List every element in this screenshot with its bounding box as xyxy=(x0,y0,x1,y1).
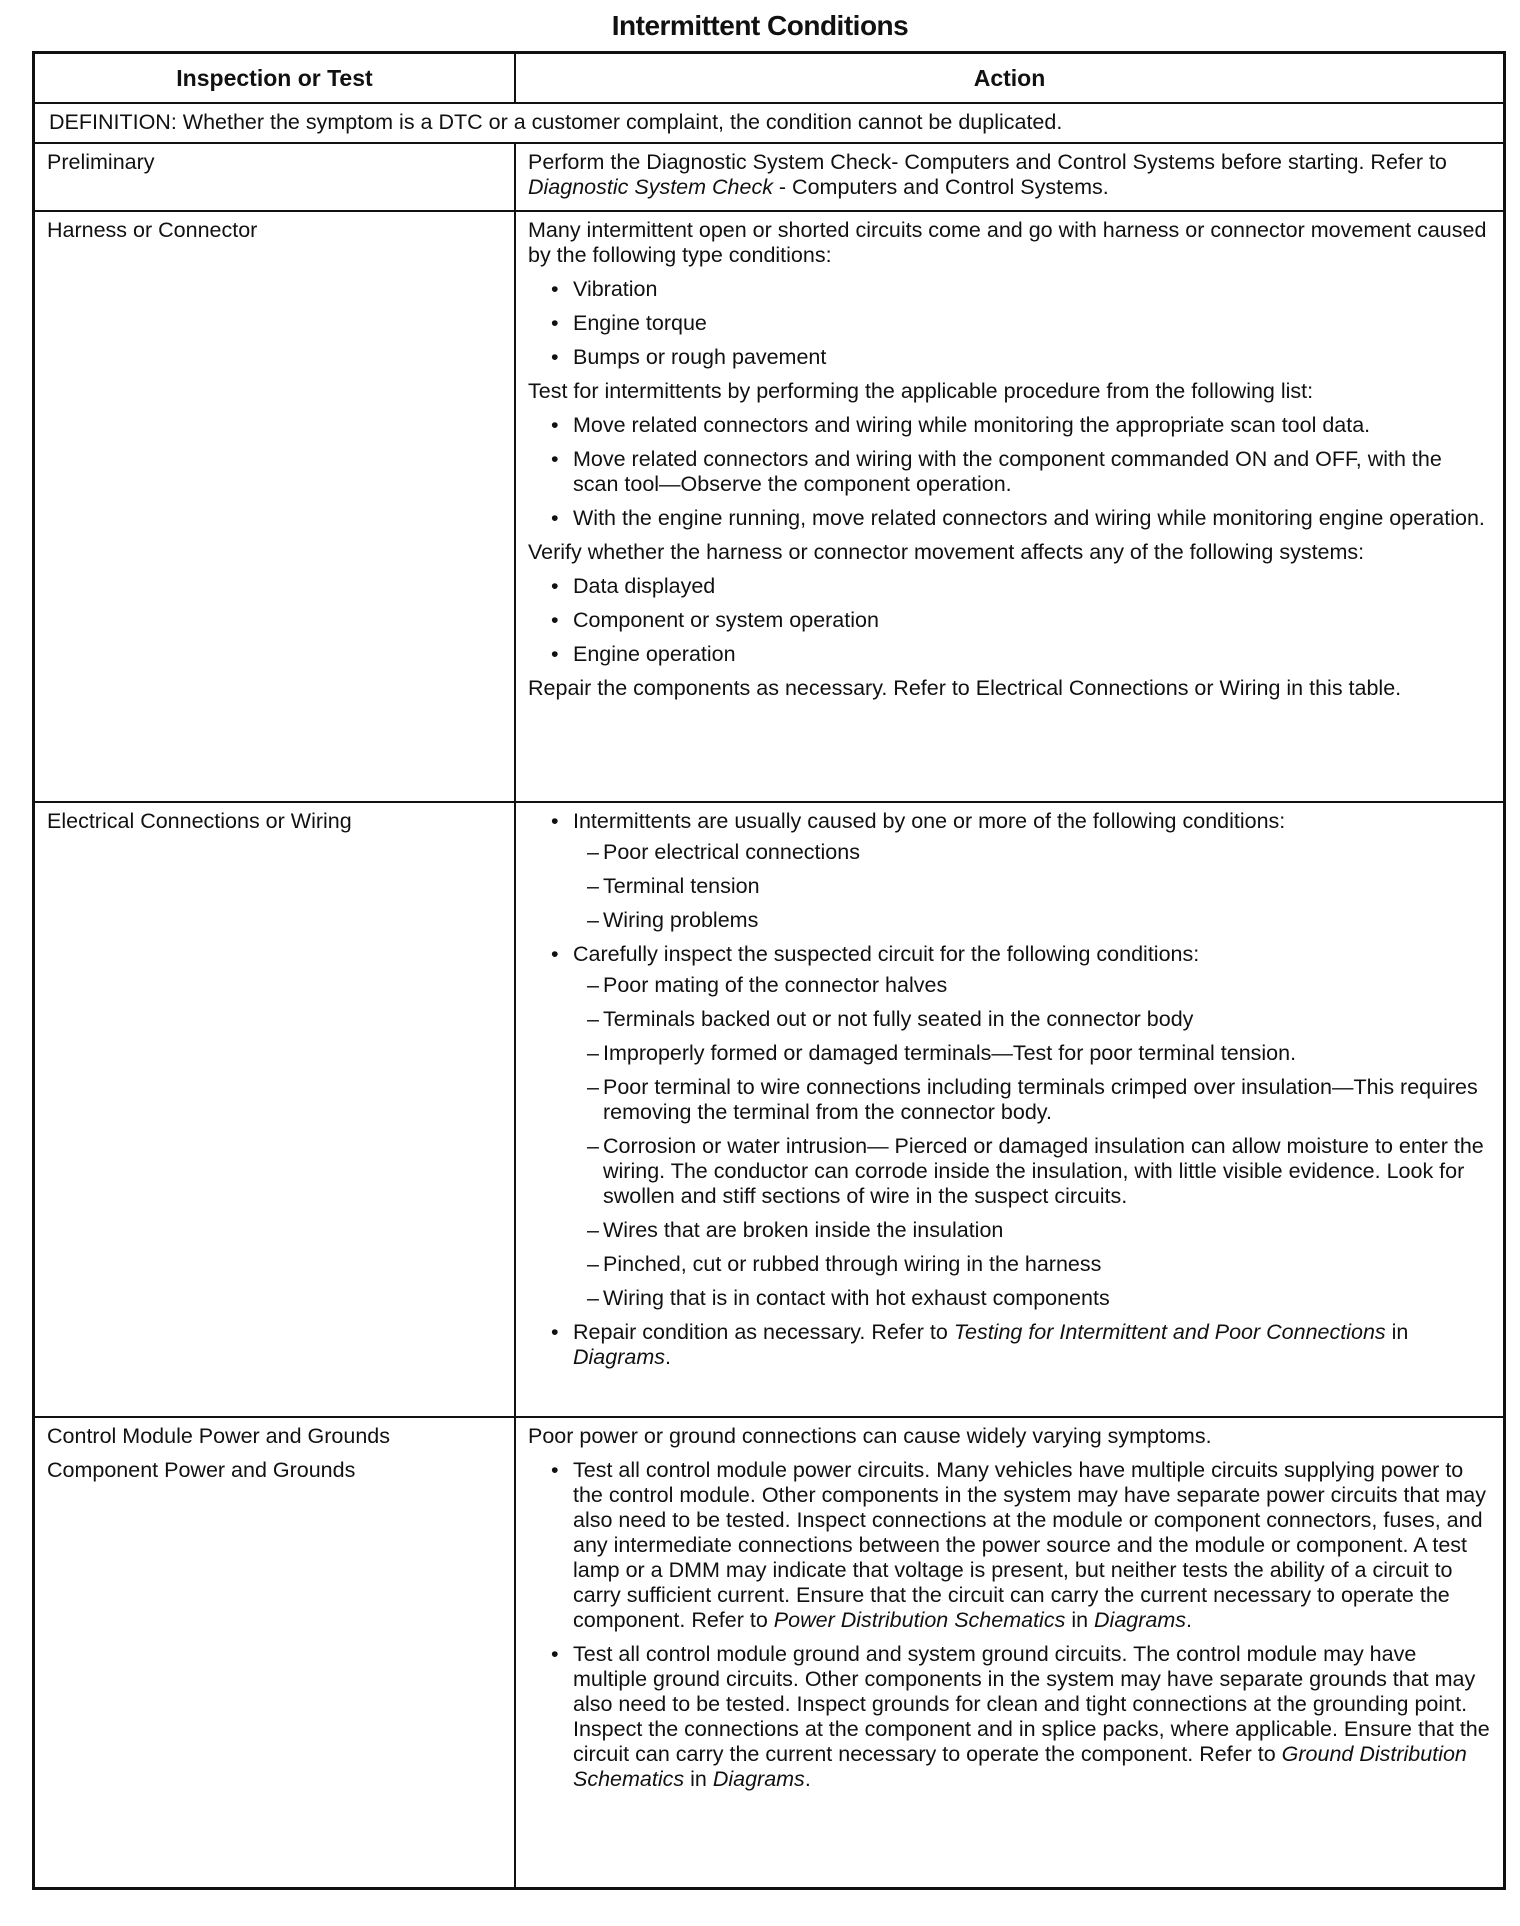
action-cell xyxy=(515,802,1505,1417)
table-row xyxy=(34,211,1505,802)
paragraph: Repair the components as necessary. Refer to Electrical Connections or Wiring in this table. xyxy=(528,676,1402,700)
paragraph: Many intermittent open or shorted circuits come and go with harness or connector movement caused by the following type conditions: xyxy=(528,218,1487,267)
list-item: • Data displayed xyxy=(573,574,1491,599)
reference: Testing for Intermittent and Poor Connections xyxy=(953,1320,1386,1344)
definition: DEFINITION: Whether the symptom is a DTC or a customer complaint, the condition cannot be duplicated. xyxy=(34,103,1505,143)
text: Repair condition as necessary. Refer to xyxy=(573,1320,954,1344)
dash-list xyxy=(573,973,1491,1311)
text: . xyxy=(1186,1608,1193,1632)
reference: Diagrams xyxy=(573,1345,665,1369)
inspection-label: Harness or Connector xyxy=(34,211,516,802)
dash-list xyxy=(573,840,1491,933)
paragraph: Poor power or ground connections can cause widely varying symptoms. xyxy=(528,1424,1212,1448)
list-item: – Poor mating of the connector halves xyxy=(603,973,1491,998)
list-item: • Engine operation xyxy=(573,642,1491,667)
text: Perform the Diagnostic System Check- Computers and Control Systems before starting. Refer to xyxy=(528,150,1447,174)
inspection-label xyxy=(34,1417,516,1889)
bullet-list xyxy=(528,277,1491,370)
label-line: Control Module Power and Grounds xyxy=(47,1424,390,1448)
list-item: • Engine torque xyxy=(573,311,1491,336)
inspection-label: Electrical Connections or Wiring xyxy=(34,802,516,1417)
inspection-label: Preliminary xyxy=(34,143,516,211)
reference: Ground Distribution Schematics xyxy=(573,1742,1467,1791)
bullet-list xyxy=(528,574,1491,667)
reference: Diagrams xyxy=(712,1767,805,1791)
text: in xyxy=(1385,1320,1409,1344)
list-item: • Vibration xyxy=(573,277,1491,302)
text: in xyxy=(684,1767,713,1791)
list-item: – Terminals backed out or not fully seated in the connector body xyxy=(603,1007,1491,1032)
text: . xyxy=(665,1345,671,1369)
list-item: • With the engine running, move related connectors and wiring while monitoring engine operation. xyxy=(573,506,1491,531)
bullet-list xyxy=(528,809,1491,1370)
text: - Computers and Control Systems. xyxy=(772,175,1109,199)
intermittent-conditions-table xyxy=(32,51,1506,1890)
list-item: – Wiring problems xyxy=(603,908,1491,933)
list-item: – Wiring that is in contact with hot exhaust components xyxy=(603,1286,1491,1311)
list-item: – Improperly formed or damaged terminals—Test for poor terminal tension. xyxy=(603,1041,1491,1066)
list-item xyxy=(573,1458,1491,1633)
text: Test all control module power circuits. Many vehicles have multiple circuits supplying power to the control module. Other components in the system may have separate power circuits that may also need to be tested. Inspect connections at the module or component connectors, fuses, and any intermediate connections between the power source and the module or component. A test lamp or a DMM may indicate that voltage is present, but neither tests the ability of a circuit to carry sufficient current. Ensure that the circuit can carry the current necessary to operate the component. Refer to xyxy=(573,1458,1486,1632)
list-item: – Corrosion or water intrusion— Pierced or damaged insulation can allow moisture to enter the wiring. The conductor can corrode inside the insulation, with little visible evidence. Look for swollen and stiff sections of wire in the suspect circuits. xyxy=(603,1134,1491,1209)
list-item xyxy=(573,942,1491,1311)
list-item xyxy=(573,1320,1491,1370)
reference: Power Distribution Schematics xyxy=(773,1608,1066,1632)
header-row xyxy=(34,53,1505,104)
bullet-list xyxy=(528,413,1491,531)
table-row xyxy=(34,143,1505,211)
list-item xyxy=(573,809,1491,933)
table-row xyxy=(34,802,1505,1417)
list-item: • Move related connectors and wiring while monitoring the appropriate scan tool data. xyxy=(573,413,1491,438)
text: Test all control module ground and system ground circuits. The control module may have multiple ground circuits. Other components in the system may have separate grounds that may also need to be tested. Inspect grounds for clean and tight connections at the grounding point. Inspect the connections at the component and in splice packs, where applicable. Ensure that the circuit can carry the current necessary to operate the component. Refer to xyxy=(573,1642,1490,1766)
action-cell xyxy=(515,211,1505,802)
list-item: – Terminal tension xyxy=(603,874,1491,899)
definition-row xyxy=(34,103,1505,143)
action-cell xyxy=(515,143,1505,211)
page-title: Intermittent Conditions xyxy=(611,10,909,41)
text: Carefully inspect the suspected circuit for the following conditions: xyxy=(573,942,1200,966)
reference: Diagnostic System Check xyxy=(528,175,773,199)
list-item: – Pinched, cut or rubbed through wiring in the harness xyxy=(603,1252,1491,1277)
paragraph: Verify whether the harness or connector movement affects any of the following systems: xyxy=(528,540,1365,564)
list-item: • Component or system operation xyxy=(573,608,1491,633)
list-item: • Move related connectors and wiring with the component commanded ON and OFF, with the scan tool—Observe the component operation. xyxy=(573,447,1491,497)
list-item xyxy=(573,1642,1491,1792)
list-item: – Poor terminal to wire connections including terminals crimped over insulation—This requires removing the terminal from the connector body. xyxy=(603,1075,1491,1125)
text: in xyxy=(1065,1608,1095,1632)
paragraph: Test for intermittents by performing the applicable procedure from the following list: xyxy=(528,379,1314,403)
label-line: Component Power and Grounds xyxy=(47,1458,356,1482)
action-cell xyxy=(515,1417,1505,1889)
table-row xyxy=(34,1417,1505,1889)
text: . xyxy=(804,1767,811,1791)
list-item: – Wires that are broken inside the insulation xyxy=(603,1218,1491,1243)
list-item: – Poor electrical connections xyxy=(603,840,1491,865)
text: Intermittents are usually caused by one or more of the following conditions: xyxy=(573,809,1286,833)
bullet-list xyxy=(528,1458,1491,1792)
list-item: • Bumps or rough pavement xyxy=(573,345,1491,370)
header-action: Action xyxy=(515,53,1505,104)
header-inspection: Inspection or Test xyxy=(34,53,516,104)
reference: Diagrams xyxy=(1094,1608,1187,1632)
